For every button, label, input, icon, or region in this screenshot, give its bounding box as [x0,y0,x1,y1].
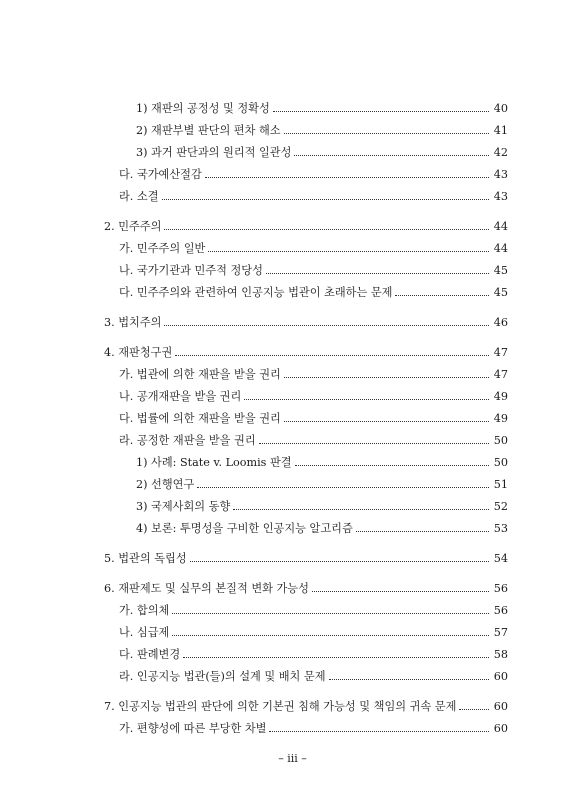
toc-leader-dots [284,421,489,422]
toc-entry-page: 49 [493,390,508,403]
toc-entry[interactable] [136,454,508,472]
toc-entry-label: 나. 국가기관과 민주적 정당성 [119,264,263,277]
toc-leader-dots [162,199,489,200]
toc-entry-page: 46 [493,316,508,329]
toc-entry-label: 5. 법관의 독립성 [104,552,187,565]
toc-leader-dots [395,295,489,296]
toc-entry[interactable] [104,344,508,362]
toc-entry[interactable] [119,432,508,450]
toc-entry-label: 가. 합의체 [119,604,170,617]
toc-entry[interactable] [136,498,508,516]
toc-leader-dots [459,709,489,710]
toc-entry-label: 나. 공개재판을 받을 권리 [119,390,242,403]
toc-entry-label: 3. 법치주의 [104,316,162,329]
toc-entry[interactable] [136,520,508,538]
toc-entry-page: 52 [493,500,508,513]
toc-entry-label: 4) 보론: 투명성을 구비한 인공지능 알고리즘 [136,522,353,535]
toc-entry[interactable] [119,720,508,738]
toc-leader-dots [312,591,489,592]
toc-entry-page: 42 [493,146,508,159]
toc-entry-page: 44 [493,242,508,255]
toc-entry[interactable] [119,668,508,686]
toc-entry-label: 2) 재판부별 판단의 편차 해소 [136,124,281,137]
toc-entry-label: 라. 인공지능 법관(들)의 설계 및 배치 문제 [119,670,326,683]
toc-entry-page: 44 [493,220,508,233]
toc-entry-label: 나. 심급제 [119,626,170,639]
toc-entry[interactable] [119,366,508,384]
toc-entry-page: 54 [493,552,508,565]
toc-entry-label: 2) 선행연구 [136,478,195,491]
toc-entry-page: 56 [493,604,508,617]
toc-entry-page: 41 [493,124,508,137]
toc-entry-label: 다. 민주주의와 관련하여 인공지능 법관이 초래하는 문제 [119,286,393,299]
toc-entry-page: 43 [493,190,508,203]
toc-entry[interactable] [104,550,508,568]
toc-entry-label: 1) 사례: State v. Loomis 판결 [136,456,292,469]
toc-entry-page: 50 [493,456,508,469]
toc-entry-label: 다. 법률에 의한 재판을 받을 권리 [119,412,281,425]
toc-leader-dots [172,635,489,636]
toc-entry[interactable] [119,166,508,184]
toc-entry-label: 7. 인공지능 법관의 판단에 의한 기본권 침해 가능성 및 책임의 귀속 문제 [104,700,457,713]
toc-leader-dots [244,399,489,400]
toc-entry[interactable] [119,262,508,280]
toc-entry-label: 3) 국제사회의 동향 [136,500,231,513]
toc-leader-dots [164,229,489,230]
toc-entry-label: 라. 공정한 재판을 받을 권리 [119,434,256,447]
toc-entry-page: 56 [493,582,508,595]
toc-leader-dots [284,377,489,378]
toc-entry-label: 1) 재판의 공정성 및 정확성 [136,102,270,115]
toc-entry-page: 58 [493,648,508,661]
toc-leader-dots [266,273,489,274]
toc-entry-page: 60 [493,670,508,683]
toc-entry-label: 3) 과거 판단과의 원리적 일관성 [136,146,292,159]
toc-leader-dots [183,657,489,658]
toc-entry-label: 6. 재판제도 및 실무의 본질적 변화 가능성 [104,582,309,595]
toc-entry[interactable] [136,100,508,118]
toc-leader-dots [175,355,489,356]
toc-entry-page: 47 [493,346,508,359]
toc-entry[interactable] [119,240,508,258]
toc-leader-dots [284,133,489,134]
toc-entry-label: 다. 판례변경 [119,648,181,661]
toc-entry-page: 50 [493,434,508,447]
toc-entry[interactable] [104,580,508,598]
toc-entry-page: 47 [493,368,508,381]
toc-entry[interactable] [104,314,508,332]
toc-entry-label: 가. 법관에 의한 재판을 받을 권리 [119,368,281,381]
toc-leader-dots [294,155,489,156]
toc-leader-dots [172,613,489,614]
toc-entry-label: 다. 국가예산절감 [119,168,202,181]
toc-entry[interactable] [119,602,508,620]
toc-leader-dots [259,443,489,444]
toc-leader-dots [295,465,489,466]
toc-leader-dots [205,177,489,178]
toc-entry-page: 45 [493,286,508,299]
toc-entry[interactable] [119,388,508,406]
toc-entry-page: 45 [493,264,508,277]
toc-entry[interactable] [119,284,508,302]
toc-entry-label: 가. 편향성에 따른 부당한 차별 [119,722,267,735]
toc-entry[interactable] [136,476,508,494]
toc-leader-dots [197,487,489,488]
toc-entry-label: 가. 민주주의 일반 [119,242,206,255]
toc-entry[interactable] [136,122,508,140]
toc-entry-page: 51 [493,478,508,491]
toc-leader-dots [356,531,489,532]
toc-leader-dots [233,509,489,510]
toc-entry-label: 4. 재판청구권 [104,346,173,359]
toc-leader-dots [208,251,489,252]
toc-entry[interactable] [136,144,508,162]
toc-leader-dots [164,325,489,326]
toc-entry[interactable] [104,698,508,716]
toc-entry[interactable] [119,188,508,206]
toc-entry-label: 라. 소결 [119,190,159,203]
toc-leader-dots [269,731,489,732]
toc-entry-page: 49 [493,412,508,425]
toc-entry-page: 40 [493,102,508,115]
toc-entry-page: 60 [493,700,508,713]
toc-entry[interactable] [119,646,508,664]
toc-leader-dots [273,111,489,112]
toc-leader-dots [329,679,489,680]
toc-entry-page: 43 [493,168,508,181]
toc-entry[interactable] [104,218,508,236]
page-number: – iii – [278,752,307,765]
toc-entry-page: 57 [493,626,508,639]
toc-entry-label: 2. 민주주의 [104,220,162,233]
toc-entry-page: 53 [493,522,508,535]
toc-leader-dots [190,561,489,562]
toc-entry-page: 60 [493,722,508,735]
toc-entry[interactable] [119,410,508,428]
toc-entry[interactable] [119,624,508,642]
